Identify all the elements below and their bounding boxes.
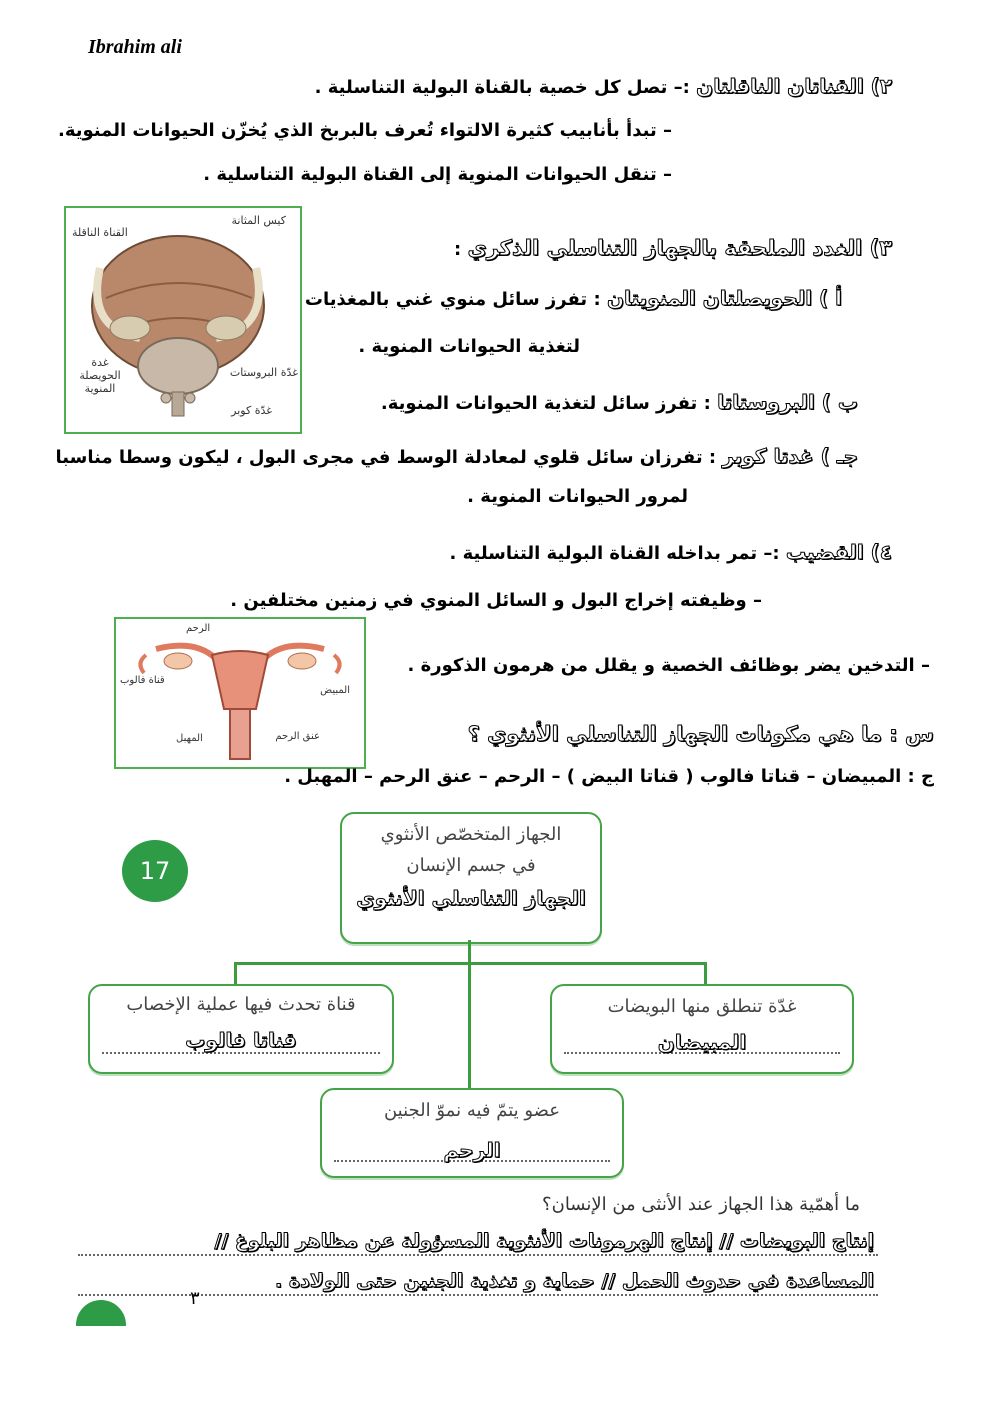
importance-question: ما أهمّية هذا الجهاز عند الأنثى من الإنسان؟ bbox=[542, 1194, 860, 1215]
label-vas: القناة الناقلة bbox=[72, 226, 128, 239]
female-reproductive-figure bbox=[114, 617, 366, 769]
vas-title: ٢) القناتان الناقلتان bbox=[696, 74, 892, 98]
seminal-vesicles-line bbox=[305, 286, 842, 310]
left-desc: قناة تحدث فيها عملية الإخصاب bbox=[126, 994, 356, 1015]
decorative-green-circle bbox=[76, 1300, 126, 1326]
smoking-note: – التدخين يضر بوظائف الخصية و يقلل من هرمون الذكورة . bbox=[407, 655, 930, 676]
label-ovary: المبيض bbox=[320, 685, 350, 696]
vas-bullet-1: – تبدأ بأنابيب كثيرة الالتواء تُعرف بالبربخ الذي يُخزّن الحيوانات المنوية. bbox=[57, 120, 672, 141]
label-prostate: غدّة البروستات bbox=[229, 366, 298, 379]
vas-bullet-2: – تنقل الحيوانات المنوية إلى القناة البولية التناسلية . bbox=[203, 164, 672, 185]
penis-line bbox=[449, 540, 892, 564]
vas-definition: :– تصل كل خصية بالقناة البولية التناسلية . bbox=[314, 77, 690, 98]
prostate-title: ب ) البروستاتا bbox=[717, 390, 858, 414]
connector-left bbox=[234, 962, 237, 984]
cowper-text-2: لمرور الحيوانات المنوية . bbox=[467, 486, 688, 507]
root-desc-1: الجهاز المتخصّص الأنثوي bbox=[380, 824, 562, 845]
penis-definition: :– تمر بداخله القناة البولية التناسلية . bbox=[449, 543, 780, 564]
page-number: ٣ bbox=[190, 1288, 200, 1309]
label-fallopian: قناة فالوب bbox=[120, 675, 165, 686]
vas-deferens-line bbox=[315, 74, 892, 98]
concept-bottom-box bbox=[320, 1088, 624, 1178]
glands-title: ٣) الغدد الملحقة بالجهاز التناسلي الذكري bbox=[467, 236, 892, 260]
female-answer: ج : المبيضان – قناتا فالوب ( قناتا البيض ) – الرحم – عنق الرحم – المهبل . bbox=[284, 766, 934, 787]
seminal-title: أ ) الحويصلتان المنويتان bbox=[606, 286, 842, 310]
prostate-line bbox=[381, 390, 858, 414]
cowper-line bbox=[56, 444, 858, 468]
glands-heading bbox=[454, 236, 892, 260]
root-desc-2: في جسم الإنسان bbox=[406, 855, 536, 876]
penis-title: ٤) القضيب bbox=[785, 540, 892, 564]
importance-answer-1: إنتاج البويضات // إنتاج الهرمونات الأنثوية المسؤولة عن مظاهر البلوغ // bbox=[214, 1230, 874, 1252]
left-dots bbox=[102, 1052, 380, 1054]
right-answer: المبيضان bbox=[657, 1030, 747, 1054]
bottom-answer: الرحم bbox=[443, 1138, 501, 1162]
penis-bullet-1: – وظيفته إخراج البول و السائل المنوي في زمنين مختلفين . bbox=[230, 590, 762, 611]
male-reproductive-figure bbox=[64, 206, 302, 434]
lesson-number-badge: 17 bbox=[122, 840, 188, 902]
concept-root-box bbox=[340, 812, 602, 944]
connector-right bbox=[704, 962, 707, 984]
concept-right-box bbox=[550, 984, 854, 1074]
answer-line-1 bbox=[78, 1254, 878, 1256]
label-cowper: غدّة كوبر bbox=[231, 404, 272, 417]
seminal-text: : تفرز سائل منوي غني بالمغذيات bbox=[304, 289, 601, 310]
bladder-prostate-illustration bbox=[66, 208, 300, 432]
female-question: س : ما هي مكونات الجهاز التناسلي الأنثوي ؟ bbox=[467, 722, 934, 746]
bottom-desc: عضو يتمّ فيه نموّ الجنين bbox=[383, 1100, 561, 1121]
prostate-text: : تفرز سائل لتغذية الحيوانات المنوية. bbox=[380, 393, 711, 414]
concept-left-box bbox=[88, 984, 394, 1074]
label-seminal-vesicle: غدة الحويصلة المنوية bbox=[79, 356, 121, 395]
importance-answer-2: المساعدة في حدوث الحمل // حماية و تغذية الجنين حتى الولادة . bbox=[275, 1270, 874, 1292]
label-bladder: كيس المثانة bbox=[231, 214, 286, 227]
cowper-text: : تفرزان سائل قلوي لمعادلة الوسط في مجرى البول ، ليكون وسطا مناسبا bbox=[55, 447, 717, 468]
label-uterus: الرحم bbox=[186, 623, 211, 634]
cowper-title: جـ ) غدتا كوبر bbox=[722, 444, 858, 468]
author-name: Ibrahim ali bbox=[88, 36, 182, 58]
label-vagina: المهبل bbox=[176, 733, 203, 744]
left-answer: قناتا فالوب bbox=[185, 1028, 297, 1052]
label-cervix: عنق الرحم bbox=[275, 731, 320, 742]
glands-colon: : bbox=[454, 239, 462, 260]
seminal-text-2: لتغذية الحيوانات المنوية . bbox=[358, 336, 580, 357]
root-answer: الجهاز التناسلي الأنثوي bbox=[356, 886, 586, 910]
right-desc: غدّة تنطلق منها البويضات bbox=[607, 996, 797, 1017]
connector-horizontal bbox=[234, 962, 706, 965]
